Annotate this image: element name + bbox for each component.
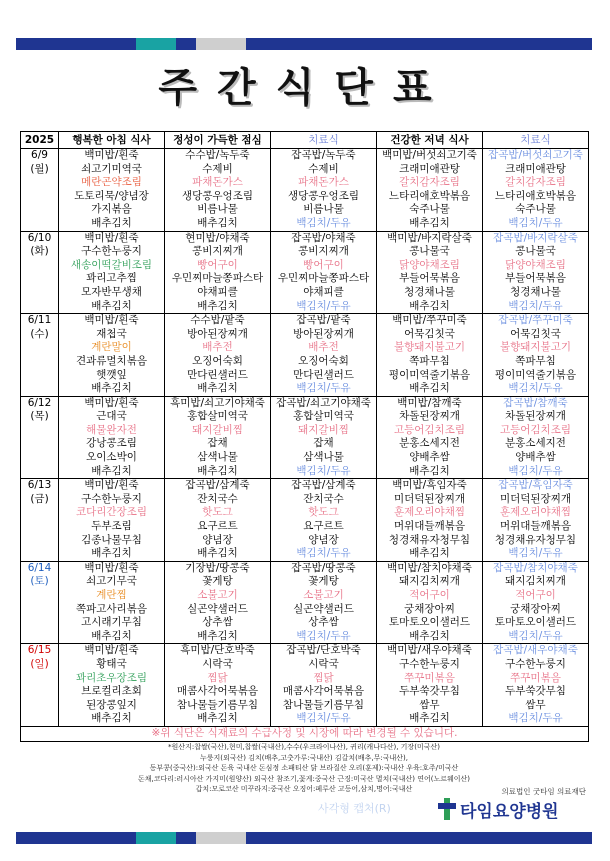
menu-item: 백김치/두유 [508, 216, 563, 229]
menu-item: 돼지김치찌개 [505, 575, 566, 588]
meal-cell-lunch [165, 644, 271, 727]
menu-item: 백미밥/흰죽 [84, 231, 139, 244]
meal-cell-lunch [165, 149, 271, 232]
menu-item: 삼색나물 [197, 451, 238, 464]
menu-item: 기장밥/땅콩죽 [185, 561, 250, 574]
medical-cross-icon [438, 798, 456, 820]
menu-item: 실곤약샐러드 [293, 602, 354, 615]
menu-item: 잔치국수 [197, 492, 238, 505]
meal-cell-lunch [165, 561, 271, 644]
header-lunch: 정성이 가득한 점심 [165, 132, 271, 149]
menu-item: 갈치감자조림 [399, 176, 460, 189]
menu-item: 잡곡밥/삼계죽 [291, 479, 356, 492]
menu-item: 잡곡밥/삼계죽 [185, 479, 250, 492]
menu-item: 백미밥/참치야채죽 [387, 561, 472, 574]
menu-item: 배추김치 [91, 629, 132, 642]
menu-item: 부들어묵볶음 [399, 272, 460, 285]
menu-item: 불향돼지불고기 [393, 341, 465, 354]
menu-item: 양념장 [308, 533, 339, 546]
menu-item: 배추김치 [409, 712, 450, 725]
menu-item: 배추전 [202, 341, 233, 354]
weekday-label: (금) [30, 492, 49, 505]
menu-item: 잡곡밥/야채죽 [291, 231, 356, 244]
menu-item: 돼지갈비찜 [192, 423, 243, 436]
menu-item: 쇠고기무국 [86, 575, 137, 588]
menu-item: 수수밥/팥죽 [190, 314, 245, 327]
meal-cell-dinner [377, 561, 483, 644]
menu-item: 숙주나물 [409, 203, 450, 216]
origin-note-line: 돈채,코다리:러시아산 가지미(원양산) 외국산 참조기,꽃게:중국산 근징:미국산 멸치(국내산) 연어(노르웨이산) [137, 774, 471, 783]
menu-item: 수제비 [202, 162, 233, 175]
menu-item: 청경채유자청무침 [388, 533, 471, 546]
menu-item: 백미밥/흑임자죽 [392, 479, 467, 492]
menu-item: 오징어숙회 [298, 354, 349, 367]
menu-item: 백미밥/흰죽 [84, 561, 139, 574]
day-row [21, 479, 589, 562]
menu-item: 꽈리초우장조림 [75, 671, 147, 684]
menu-item: 토마토오이샐러드 [388, 616, 471, 629]
menu-item: 생당콩우엉조림 [287, 189, 359, 202]
menu-item: 두부쑥갓무침 [505, 685, 566, 698]
menu-item: 수제비 [308, 162, 339, 175]
menu-item: 갈치감자조림 [505, 176, 566, 189]
menu-item: 황태국 [96, 657, 127, 670]
menu-item: 요구르트 [303, 520, 344, 533]
menu-item: 청경채유자청무침 [494, 533, 577, 546]
menu-item: 백김치/두유 [296, 712, 351, 725]
menu-item: 어묵김칫국 [404, 327, 455, 340]
menu-item: 모자반무생채 [81, 285, 142, 298]
menu-item: 쪽파무침 [515, 354, 556, 367]
menu-item: 배추김치 [197, 299, 238, 312]
menu-item: 배추김치 [197, 464, 238, 477]
menu-item: 배추전 [308, 341, 339, 354]
menu-item: 쭈꾸미볶음 [510, 671, 561, 684]
origin-note-line: 갑치:모로코산 미꾸라지:중국산 오징어:페루산 고등어,삼치,명어:국내산 [195, 785, 413, 793]
menu-item: 배추김치 [409, 464, 450, 477]
menu-item: 백김치/두유 [508, 629, 563, 642]
menu-item: 해물완자전 [86, 423, 137, 436]
meal-cell-dinner [377, 314, 483, 397]
menu-item: 배추김치 [409, 382, 450, 395]
menu-item: 백미밥/흰죽 [84, 314, 139, 327]
menu-item: 햇깻잎 [96, 368, 127, 381]
capture-overlay-text: 사각형 캡처(R) [318, 802, 391, 815]
menu-item: 닭양야채조림 [399, 258, 460, 271]
meal-cell-therapy2 [483, 314, 589, 397]
menu-item: 잡곡밥/흑임자죽 [498, 479, 573, 492]
top-stripe [16, 38, 592, 50]
date-cell [21, 561, 59, 644]
menu-item: 소불고기 [303, 589, 344, 601]
menu-item: 평이미역줄기볶음 [388, 368, 471, 381]
menu-item: 잡곡밥/참깨죽 [503, 396, 568, 409]
menu-item: 고등어김치조림 [393, 423, 465, 436]
meal-cell-breakfast [59, 231, 165, 314]
menu-item: 백김치/두유 [508, 299, 563, 312]
meal-cell-therapy1 [271, 231, 377, 314]
menu-item: 잡채 [207, 437, 228, 450]
date-cell [21, 231, 59, 314]
menu-item: 부들어묵볶음 [505, 272, 566, 285]
date-label: 6/9 [31, 149, 48, 161]
menu-item: 잡곡밥/버섯쇠고기죽 [488, 149, 583, 161]
menu-item: 콩비지찌개 [298, 245, 349, 258]
menu-item: 요구르트 [197, 520, 238, 533]
menu-item: 시락국 [308, 657, 339, 670]
header-dinner: 건강한 저녁 식사 [377, 132, 483, 149]
menu-item: 잡곡밥/단호박죽 [286, 644, 361, 657]
menu-item: 잡곡밥/땅콩죽 [291, 561, 356, 574]
menu-item: 분홍소세지전 [505, 437, 566, 450]
menu-item: 머위대들깨볶음 [499, 520, 571, 533]
menu-item: 배추김치 [409, 547, 450, 560]
menu-item: 비름나물 [303, 203, 344, 216]
menu-item: 숙주나물 [515, 203, 556, 216]
date-label: 6/12 [27, 396, 52, 409]
menu-item: 콩나물국 [515, 245, 556, 258]
menu-item: 백미밥/흰죽 [84, 149, 139, 161]
bottom-stripe [16, 832, 592, 844]
date-cell [21, 479, 59, 562]
menu-item: 느타리애호박볶음 [494, 189, 577, 202]
menu-item: 배추김치 [91, 382, 132, 395]
day-row [21, 149, 589, 232]
origin-note-line: *원산지:찹쌀(국산),현미,찹쌀(국내산),수수(우크라이나산), 귀리(캐나다산), 기장(미국산) [168, 743, 440, 751]
meal-cell-therapy1 [271, 149, 377, 232]
menu-item: 소불고기 [197, 589, 238, 601]
menu-item: 백김치/두유 [508, 712, 563, 725]
menu-item: 꽃게탕 [202, 575, 233, 588]
menu-item: 브로컬리초회 [81, 685, 142, 698]
weekday-label: (월) [30, 162, 49, 175]
menu-item: 쪽파무침 [409, 354, 450, 367]
menu-item: 된장콩잎지 [86, 698, 137, 711]
meal-cell-therapy2 [483, 479, 589, 562]
meal-cell-therapy2 [483, 231, 589, 314]
menu-item: 잡채 [313, 437, 334, 450]
weekday-label: (화) [30, 245, 49, 258]
weekday-label: (토) [30, 575, 49, 588]
menu-item: 시락국 [202, 657, 233, 670]
menu-item: 찜닭 [313, 671, 334, 684]
menu-item: 구수한누룽지 [505, 657, 566, 670]
menu-item: 구수한누룽지 [399, 657, 460, 670]
menu-item: 방아된장찌개 [187, 327, 248, 340]
menu-item: 쪽파고사리볶음 [75, 602, 147, 615]
menu-item: 참나물들기름무침 [282, 698, 365, 711]
menu-item: 크래미애관탕 [505, 162, 566, 175]
header-breakfast: 행복한 아침 식사 [59, 132, 165, 149]
menu-item: 백미밥/바지락살죽 [387, 231, 472, 244]
menu-item: 백김치/두유 [296, 629, 351, 642]
meal-cell-therapy1 [271, 396, 377, 479]
menu-item: 오이소박이 [86, 451, 137, 464]
meal-cell-breakfast [59, 149, 165, 232]
menu-item: 흑미밥/단호박죽 [180, 644, 255, 657]
menu-item: 우민찌마늘쫑파스타 [171, 272, 264, 285]
menu-item: 방아된장찌개 [293, 327, 354, 340]
menu-item: 돼지김치찌개 [399, 575, 460, 588]
meal-cell-breakfast [59, 314, 165, 397]
menu-item: 차돌된장찌개 [505, 410, 566, 423]
menu-item: 상추쌈 [202, 616, 233, 629]
menu-item: 크래미애관탕 [399, 162, 460, 175]
menu-item: 돼지갈비찜 [298, 423, 349, 436]
menu-item: 야채피클 [197, 285, 238, 298]
origin-note-line: 누룽지(외국산) 김치(배추,고춧가루:국내산) 김갈치(배추,무:국내산), [199, 753, 409, 762]
meal-cell-therapy2 [483, 149, 589, 232]
date-label: 6/13 [27, 479, 52, 492]
menu-item: 두부쑥갓무침 [399, 685, 460, 698]
menu-item: 수수밥/녹두죽 [185, 149, 250, 161]
meal-cell-lunch [165, 396, 271, 479]
date-cell [21, 396, 59, 479]
meal-cell-therapy1 [271, 644, 377, 727]
menu-item: 계란찜 [96, 589, 127, 601]
meal-cell-lunch [165, 314, 271, 397]
menu-item: 야채피클 [303, 285, 344, 298]
menu-item: 적어구이 [409, 589, 450, 601]
menu-item: 차돌된장찌개 [399, 410, 460, 423]
menu-item: 미더덕된장찌개 [393, 492, 465, 505]
header-therapy-lunch: 치료식 [271, 132, 377, 149]
menu-item: 백김치/두유 [508, 464, 563, 477]
menu-item: 상추쌈 [308, 616, 339, 629]
meal-cell-therapy2 [483, 561, 589, 644]
menu-item: 궁채장아찌 [404, 602, 455, 615]
meal-cell-therapy2 [483, 396, 589, 479]
menu-item: 파채돈가스 [192, 176, 243, 189]
date-label: 6/10 [27, 231, 52, 244]
menu-item: 궁채장아찌 [510, 602, 561, 615]
meal-cell-dinner [377, 396, 483, 479]
menu-item: 백미밥/흰죽 [84, 644, 139, 657]
menu-item: 만다린샐러드 [187, 368, 248, 381]
meal-cell-dinner [377, 149, 483, 232]
menu-item: 매콤사각어묵볶음 [282, 685, 365, 698]
menu-item: 오징어숙회 [192, 354, 243, 367]
meal-cell-lunch [165, 479, 271, 562]
menu-item: 잡곡밥/쇠고기야채죽 [276, 396, 371, 409]
menu-item: 쭈꾸미볶음 [404, 671, 455, 684]
menu-item: 백미밥/참깨죽 [397, 396, 462, 409]
menu-item: 구수한누룽지 [81, 245, 142, 258]
menu-item: 배추김치 [409, 629, 450, 642]
menu-item: 분홍소세지전 [399, 437, 460, 450]
menu-item: 계란말이 [91, 341, 132, 354]
menu-item: 쇠고기미역국 [81, 162, 142, 175]
menu-item: 백김치/두유 [508, 547, 563, 560]
menu-item: 핫도그 [202, 506, 233, 519]
menu-item: 잔치국수 [303, 492, 344, 505]
menu-item: 코다리간장조림 [75, 506, 147, 519]
menu-item: 미더덕된장찌개 [499, 492, 571, 505]
menu-item: 구수한누룽지 [81, 492, 142, 505]
menu-item: 고등어김치조림 [499, 423, 571, 436]
change-notice: ※위 식단은 식재료의 수급사정 및 시장에 따라 변경될 수 있습니다. [21, 726, 589, 741]
header-year: 2025 [21, 132, 59, 149]
menu-item: 비름나물 [197, 203, 238, 216]
menu-item: 청경채나물 [404, 285, 455, 298]
menu-item: 매콤사각어묵볶음 [176, 685, 259, 698]
meal-cell-dinner [377, 479, 483, 562]
menu-item: 두부조림 [91, 520, 132, 533]
menu-item: 근대국 [96, 410, 127, 423]
date-label: 6/14 [27, 561, 52, 574]
menu-item: 훈제오리야채찜 [393, 506, 465, 519]
menu-item: 견과류멸치볶음 [75, 354, 147, 367]
menu-item: 백미밥/새우야채죽 [387, 644, 472, 657]
menu-item: 고시래기무침 [81, 616, 142, 629]
menu-item: 배추김치 [91, 547, 132, 560]
menu-item: 배추김치 [197, 712, 238, 725]
menu-item: 백미밥/쭈꾸미죽 [392, 314, 467, 327]
menu-item: 잡곡밥/녹두죽 [291, 149, 356, 161]
menu-item: 잡곡밥/쭈꾸미죽 [498, 314, 573, 327]
menu-item: 배추김치 [197, 382, 238, 395]
date-cell [21, 644, 59, 727]
menu-item: 콩나물국 [409, 245, 450, 258]
meal-cell-therapy1 [271, 479, 377, 562]
menu-item: 쌈무 [419, 698, 440, 711]
menu-item: 어묵김칫국 [510, 327, 561, 340]
day-row [21, 644, 589, 727]
menu-item: 삼색나물 [303, 451, 344, 464]
menu-item: 빵어구이 [303, 258, 344, 271]
menu-item: 콩비지찌개 [192, 245, 243, 258]
menu-item: 배추김치 [197, 216, 238, 229]
menu-item: 현미밥/야채죽 [185, 231, 250, 244]
date-cell [21, 149, 59, 232]
menu-item: 훈제오리야채찜 [499, 506, 571, 519]
menu-item: 백김치/두유 [508, 382, 563, 395]
weekday-label: (수) [30, 327, 49, 340]
menu-item: 백김치/두유 [296, 382, 351, 395]
logo-hospital-name: 타임요양병원 [460, 802, 559, 822]
date-cell [21, 314, 59, 397]
menu-item: 느타리애호박볶음 [388, 189, 471, 202]
menu-item: 백미밥/버섯쇠고기죽 [382, 149, 477, 161]
menu-item: 꽃게탕 [308, 575, 339, 588]
menu-item: 잡곡밥/팥죽 [296, 314, 351, 327]
menu-item: 홍합살미역국 [293, 410, 354, 423]
menu-item: 강낭콩조림 [86, 437, 137, 450]
menu-item: 흑미밥/쇠고기야채죽 [170, 396, 265, 409]
weekday-label: (일) [30, 657, 49, 670]
menu-item: 새송이떡갈비조림 [70, 258, 153, 271]
menu-item: 배추김치 [91, 299, 132, 312]
menu-item: 파채돈가스 [298, 176, 349, 189]
menu-item: 배추김치 [91, 712, 132, 725]
menu-item: 잡곡밥/새우야채죽 [493, 644, 578, 657]
menu-item: 김종나물무침 [81, 533, 142, 546]
menu-item: 꽈리고추찜 [86, 272, 137, 285]
menu-item: 가지볶음 [91, 203, 132, 216]
day-row [21, 396, 589, 479]
menu-item: 쌈무 [525, 698, 546, 711]
day-row [21, 314, 589, 397]
menu-item: 배추김치 [409, 216, 450, 229]
meal-cell-breakfast [59, 479, 165, 562]
menu-item: 만다린샐러드 [293, 368, 354, 381]
date-label: 6/15 [27, 644, 52, 657]
meal-cell-therapy1 [271, 561, 377, 644]
menu-item: 백김치/두유 [296, 464, 351, 477]
menu-item: 백김치/두유 [296, 216, 351, 229]
hospital-logo [430, 786, 590, 824]
menu-item: 핫도그 [308, 506, 339, 519]
menu-item: 찜닭 [207, 671, 228, 684]
menu-item: 생당콩우엉조림 [181, 189, 253, 202]
menu-item: 빵어구이 [197, 258, 238, 271]
menu-item: 배추김치 [197, 547, 238, 560]
menu-item: 양념장 [202, 533, 233, 546]
page-title: 주간식단표 [158, 65, 452, 111]
logo-foundation-name: 의료법인 굿타임 의료재단 [501, 787, 586, 796]
menu-item: 배추김치 [409, 299, 450, 312]
menu-item: 백미밥/흰죽 [84, 479, 139, 492]
menu-item: 배추김치 [197, 629, 238, 642]
menu-item: 토마토오이샐러드 [494, 616, 577, 629]
meal-cell-breakfast [59, 561, 165, 644]
menu-item: 머위대들깨볶음 [393, 520, 465, 533]
day-row [21, 561, 589, 644]
meal-cell-dinner [377, 231, 483, 314]
menu-item: 도토리묵/양념장 [74, 189, 149, 202]
menu-item: 메란곤약조림 [81, 176, 142, 189]
weekday-label: (목) [30, 410, 49, 423]
date-label: 6/11 [27, 314, 52, 327]
menu-item: 배추김치 [91, 464, 132, 477]
menu-item: 양배추쌈 [409, 451, 450, 464]
header-therapy-dinner: 치료식 [483, 132, 589, 149]
origin-note-line: 동부콩(중국산):외국산 돈육 국내산 돈심정 소패티산 닭 브라질산 오리(훈제):국내산 우육:호주/미국산 [149, 764, 459, 772]
meal-cell-lunch [165, 231, 271, 314]
menu-item: 잡곡밥/바지락살죽 [493, 231, 578, 244]
menu-item: 재첩국 [96, 327, 127, 340]
menu-item: 양배추쌈 [515, 451, 556, 464]
meal-cell-therapy1 [271, 314, 377, 397]
menu-item: 청경채나물 [510, 285, 561, 298]
meal-cell-dinner [377, 644, 483, 727]
menu-item: 적어구이 [515, 589, 556, 601]
menu-item: 실곤약샐러드 [187, 602, 248, 615]
menu-item: 백김치/두유 [296, 299, 351, 312]
menu-item: 배추김치 [91, 216, 132, 229]
menu-item: 우민찌마늘쫑파스타 [277, 272, 370, 285]
meal-cell-therapy2 [483, 644, 589, 727]
weekly-menu-table [20, 131, 589, 742]
meal-cell-breakfast [59, 396, 165, 479]
menu-item: 불향돼지불고기 [499, 341, 571, 354]
menu-item: 닭양야채조림 [505, 258, 566, 271]
menu-item: 평이미역줄기볶음 [494, 368, 577, 381]
day-row [21, 231, 589, 314]
menu-item: 홍합살미역국 [187, 410, 248, 423]
meal-cell-breakfast [59, 644, 165, 727]
menu-item: 참나물들기름무침 [176, 698, 259, 711]
menu-item: 백김치/두유 [296, 547, 351, 560]
menu-item: 잡곡밥/참치야채죽 [493, 561, 578, 574]
menu-item: 백미밥/흰죽 [84, 396, 139, 409]
